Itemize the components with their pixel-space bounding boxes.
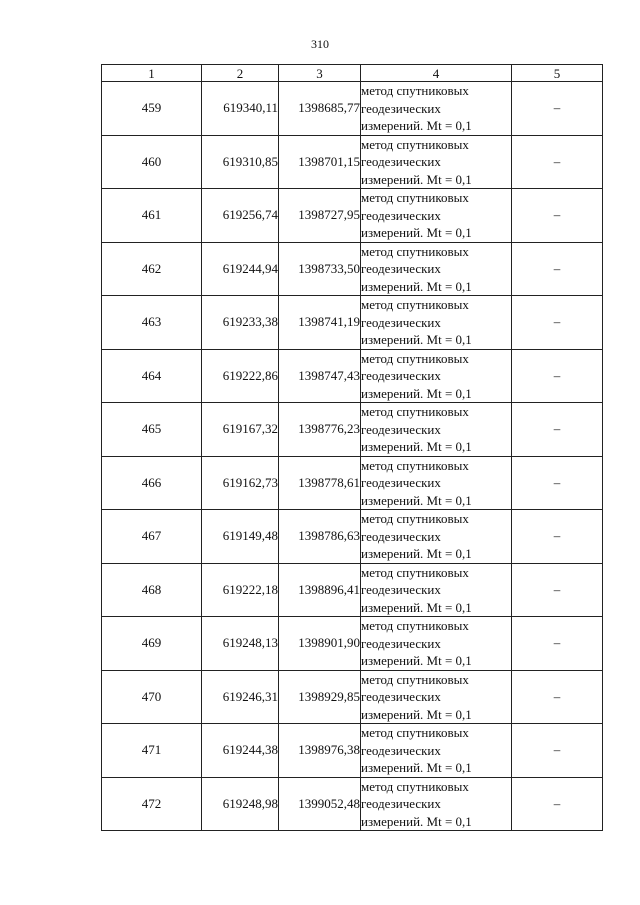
method-cell bbox=[361, 670, 512, 724]
method-line: метод спутниковых bbox=[361, 350, 469, 366]
column-header-5: 5 bbox=[512, 65, 603, 82]
point-number-cell: 461 bbox=[102, 189, 202, 243]
method-line: метод спутниковых bbox=[361, 243, 469, 259]
method-line: геодезических bbox=[361, 689, 441, 704]
y-coordinate-cell: 1398901,90 bbox=[279, 617, 361, 671]
y-coordinate-cell: 1398778,61 bbox=[279, 456, 361, 510]
method-cell bbox=[361, 403, 512, 457]
table-row bbox=[102, 296, 603, 350]
table-row bbox=[102, 82, 603, 136]
method-line: метод спутниковых bbox=[361, 404, 469, 419]
table-row bbox=[102, 724, 603, 778]
method-cell bbox=[361, 242, 512, 296]
note-cell: – bbox=[512, 296, 603, 350]
x-coordinate-cell: 619167,32 bbox=[202, 403, 279, 457]
x-coordinate-cell: 619310,85 bbox=[202, 135, 279, 189]
method-line: измерений. Mt = 0,1 bbox=[361, 171, 472, 187]
method-line: геодезических bbox=[361, 314, 441, 330]
column-header-3: 3 bbox=[279, 65, 361, 82]
method-line: геодезических bbox=[361, 100, 441, 116]
note-cell: – bbox=[512, 349, 603, 403]
method-line: измерений. Mt = 0,1 bbox=[361, 599, 472, 615]
method-line: метод спутниковых bbox=[361, 83, 469, 98]
method-line: метод спутниковых bbox=[361, 297, 469, 312]
table-row bbox=[102, 403, 603, 457]
method-line: геодезических bbox=[361, 635, 441, 651]
method-line: измерений. Mt = 0,1 bbox=[361, 653, 472, 668]
method-line: измерений. Mt = 0,1 bbox=[361, 225, 472, 240]
point-number-cell: 463 bbox=[102, 296, 202, 350]
y-coordinate-cell: 1398701,15 bbox=[279, 135, 361, 189]
y-coordinate-cell: 1398976,38 bbox=[279, 724, 361, 778]
method-line: метод спутниковых bbox=[361, 457, 469, 473]
method-cell bbox=[361, 456, 512, 510]
x-coordinate-cell: 619162,73 bbox=[202, 456, 279, 510]
table-row bbox=[102, 242, 603, 296]
method-line: измерений. Mt = 0,1 bbox=[361, 332, 472, 347]
x-coordinate-cell: 619340,11 bbox=[202, 82, 279, 136]
column-header-2: 2 bbox=[202, 65, 279, 82]
y-coordinate-cell: 1398685,77 bbox=[279, 82, 361, 136]
method-line: геодезических bbox=[361, 796, 441, 811]
table-row bbox=[102, 670, 603, 724]
method-line: измерений. Mt = 0,1 bbox=[361, 492, 472, 508]
point-number-cell: 459 bbox=[102, 82, 202, 136]
table-row bbox=[102, 563, 603, 617]
table-body bbox=[102, 65, 603, 831]
method-cell bbox=[361, 349, 512, 403]
note-cell: – bbox=[512, 670, 603, 724]
note-cell: – bbox=[512, 617, 603, 671]
y-coordinate-cell: 1398733,50 bbox=[279, 242, 361, 296]
note-cell: – bbox=[512, 777, 603, 831]
method-line: метод спутниковых bbox=[361, 564, 469, 580]
table-row bbox=[102, 617, 603, 671]
y-coordinate-cell: 1398747,43 bbox=[279, 349, 361, 403]
column-header-1: 1 bbox=[102, 65, 202, 82]
table-row bbox=[102, 349, 603, 403]
y-coordinate-cell: 1399052,48 bbox=[279, 777, 361, 831]
page-number: 310 bbox=[311, 37, 329, 51]
method-line: геодезических bbox=[361, 154, 441, 169]
method-line: метод спутниковых bbox=[361, 671, 469, 687]
method-cell bbox=[361, 189, 512, 243]
point-number-cell: 470 bbox=[102, 670, 202, 724]
x-coordinate-cell: 619233,38 bbox=[202, 296, 279, 350]
x-coordinate-cell: 619222,86 bbox=[202, 349, 279, 403]
method-line: геодезических bbox=[361, 207, 441, 223]
y-coordinate-cell: 1398727,95 bbox=[279, 189, 361, 243]
point-number-cell: 462 bbox=[102, 242, 202, 296]
method-line: геодезических bbox=[361, 421, 441, 437]
method-line: метод спутниковых bbox=[361, 725, 469, 740]
method-line: геодезических bbox=[361, 261, 441, 276]
note-cell: – bbox=[512, 135, 603, 189]
method-line: геодезических bbox=[361, 368, 441, 383]
method-line: геодезических bbox=[361, 528, 441, 544]
table-header-row bbox=[102, 65, 603, 82]
x-coordinate-cell: 619256,74 bbox=[202, 189, 279, 243]
point-number-cell: 466 bbox=[102, 456, 202, 510]
method-line: метод спутниковых bbox=[361, 511, 469, 526]
method-cell bbox=[361, 135, 512, 189]
y-coordinate-cell: 1398929,85 bbox=[279, 670, 361, 724]
point-number-cell: 464 bbox=[102, 349, 202, 403]
note-cell: – bbox=[512, 724, 603, 778]
point-number-cell: 467 bbox=[102, 510, 202, 564]
method-line: метод спутниковых bbox=[361, 618, 469, 633]
method-line: измерений. Mt = 0,1 bbox=[361, 546, 472, 561]
x-coordinate-cell: 619248,98 bbox=[202, 777, 279, 831]
note-cell: – bbox=[512, 403, 603, 457]
x-coordinate-cell: 619244,38 bbox=[202, 724, 279, 778]
method-line: измерений. Mt = 0,1 bbox=[361, 813, 472, 829]
note-cell: – bbox=[512, 510, 603, 564]
x-coordinate-cell: 619149,48 bbox=[202, 510, 279, 564]
note-cell: – bbox=[512, 456, 603, 510]
method-line: измерений. Mt = 0,1 bbox=[361, 439, 472, 454]
point-number-cell: 460 bbox=[102, 135, 202, 189]
point-number-cell: 468 bbox=[102, 563, 202, 617]
method-line: измерений. Mt = 0,1 bbox=[361, 760, 472, 775]
method-line: метод спутниковых bbox=[361, 136, 469, 152]
y-coordinate-cell: 1398896,41 bbox=[279, 563, 361, 617]
table-row bbox=[102, 510, 603, 564]
method-line: измерений. Mt = 0,1 bbox=[361, 278, 472, 294]
point-number-cell: 472 bbox=[102, 777, 202, 831]
note-cell: – bbox=[512, 189, 603, 243]
method-cell bbox=[361, 777, 512, 831]
method-line: измерений. Mt = 0,1 bbox=[361, 706, 472, 722]
method-line: метод спутниковых bbox=[361, 778, 469, 794]
method-cell bbox=[361, 296, 512, 350]
method-line: геодезических bbox=[361, 742, 441, 758]
y-coordinate-cell: 1398741,19 bbox=[279, 296, 361, 350]
x-coordinate-cell: 619246,31 bbox=[202, 670, 279, 724]
method-cell bbox=[361, 510, 512, 564]
column-header-4: 4 bbox=[361, 65, 512, 82]
x-coordinate-cell: 619248,13 bbox=[202, 617, 279, 671]
x-coordinate-cell: 619244,94 bbox=[202, 242, 279, 296]
method-line: метод спутниковых bbox=[361, 190, 469, 205]
method-cell bbox=[361, 724, 512, 778]
point-number-cell: 465 bbox=[102, 403, 202, 457]
y-coordinate-cell: 1398776,23 bbox=[279, 403, 361, 457]
table-row bbox=[102, 135, 603, 189]
method-line: геодезических bbox=[361, 475, 441, 490]
note-cell: – bbox=[512, 242, 603, 296]
point-number-cell: 471 bbox=[102, 724, 202, 778]
y-coordinate-cell: 1398786,63 bbox=[279, 510, 361, 564]
method-cell bbox=[361, 563, 512, 617]
method-cell bbox=[361, 82, 512, 136]
note-cell: – bbox=[512, 563, 603, 617]
table-row bbox=[102, 777, 603, 831]
coordinates-table bbox=[101, 64, 603, 831]
method-cell bbox=[361, 617, 512, 671]
table-row bbox=[102, 189, 603, 243]
method-line: измерений. Mt = 0,1 bbox=[361, 118, 472, 133]
x-coordinate-cell: 619222,18 bbox=[202, 563, 279, 617]
table-row bbox=[102, 456, 603, 510]
note-cell: – bbox=[512, 82, 603, 136]
point-number-cell: 469 bbox=[102, 617, 202, 671]
method-line: измерений. Mt = 0,1 bbox=[361, 385, 472, 401]
method-line: геодезических bbox=[361, 582, 441, 597]
